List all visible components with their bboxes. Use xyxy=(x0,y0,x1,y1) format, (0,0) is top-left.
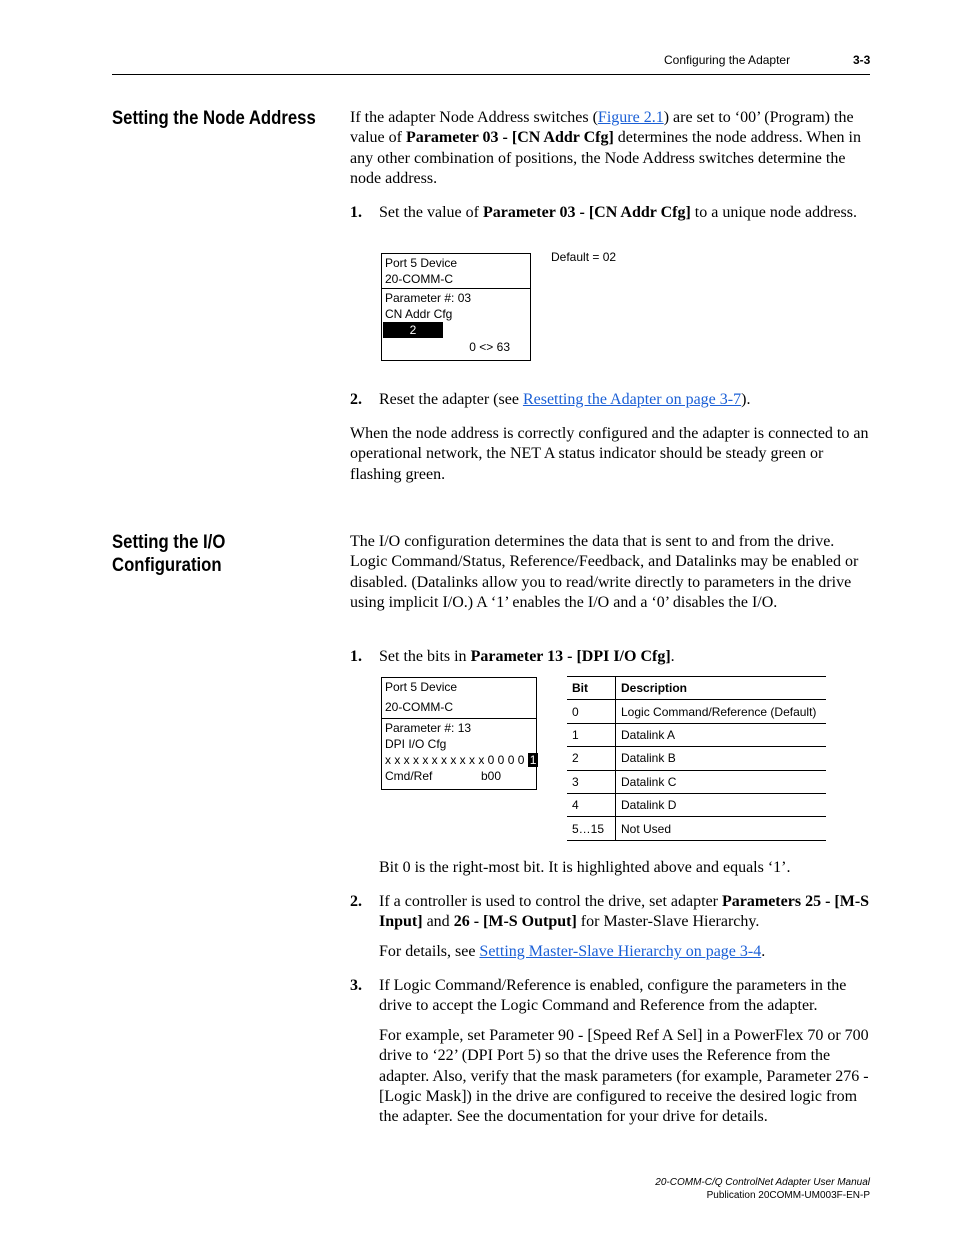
bit-note: Bit 0 is the right-most bit. It is highlighted above and equals ‘1’. xyxy=(379,859,791,876)
header-rule xyxy=(112,74,870,75)
heading-node-address: Setting the Node Address xyxy=(112,108,316,129)
table-row: 2 Datalink B xyxy=(567,747,826,770)
hmi-device: 20-COMM-C xyxy=(385,272,453,286)
hmi-param: Parameter #: 03 xyxy=(385,291,472,305)
table-header-row xyxy=(567,677,826,700)
node-step-2: 2. Reset the adapter (see Resetting the Adapter on page 3-7). xyxy=(350,391,751,408)
running-header: Configuring the Adapter xyxy=(664,53,791,67)
table-row: 5…15 Not Used xyxy=(567,817,826,840)
bit-description-table xyxy=(567,676,826,841)
node-address-closing: When the node address is correctly configured and the adapter is connected to an operational network, the NET A status indicator should be steady green or flashing green. xyxy=(350,425,869,483)
io-step-3: 3. If Logic Command/Reference is enabled, configure the parameters in the drive to accept the Logic Command and Reference from the adapter. xyxy=(350,977,847,1015)
example-paragraph: For example, set Parameter 90 - [Speed Ref A Sel] in a PowerFlex 70 or 700 drive to ‘22’ (DPI Port 5) so that the drive uses the Reference from the adapter. Also, verify that the mask parameters (for example, Parameter 276 - [Logic Mask]) in the drive are configured to receive the desired logic from the adapter. See the documentation for your drive for details. xyxy=(379,1027,869,1126)
master-slave-details: For details, see Setting Master-Slave Hierarchy on page 3-4. xyxy=(379,943,766,960)
footer-manual: 20-COMM-C/Q ControlNet Adapter User Manual xyxy=(655,1177,870,1188)
node-address-intro: If the adapter Node Address switches (Figure 2.1) are set to ‘00’ (Program) the value of Parameter 03 - [CN Addr Cfg] determines the node address. When in any other combination of positions, the Node Address switches determine the node address. xyxy=(350,109,861,187)
page-number: 3-3 xyxy=(853,53,871,67)
hmi-screen-node xyxy=(381,253,531,361)
hmi-range: 0 <> 63 xyxy=(469,340,510,354)
hmi-device: 20-COMM-C xyxy=(385,700,453,714)
table-header-bit: Bit xyxy=(567,677,616,700)
resetting-adapter-link[interactable]: Resetting the Adapter on page 3-7 xyxy=(522,391,742,408)
hmi-param-name: CN Addr Cfg xyxy=(385,307,453,321)
hmi-port: Port 5 Device xyxy=(385,256,458,270)
default-note: Default = 02 xyxy=(551,250,617,264)
hmi-port: Port 5 Device xyxy=(385,680,458,694)
io-step-2: 2. If a controller is used to control the drive, set adapter Parameters 25 - [M-S Input] and 26 - [M-S Output] for Master-Slave Hierarchy. xyxy=(350,893,870,931)
heading-io-config: Setting the I/O Configuration xyxy=(112,532,226,576)
table-header-description: Description xyxy=(616,677,827,700)
table-row: 0 Logic Command/Reference (Default) xyxy=(567,700,826,723)
hmi-value: 2 xyxy=(383,322,443,338)
hmi-screen-io xyxy=(381,677,537,790)
master-slave-link[interactable]: Setting Master-Slave Hierarchy on page 3-4 xyxy=(479,943,762,960)
hmi-param: Parameter #: 13 xyxy=(385,721,472,735)
table-row: 3 Datalink C xyxy=(567,770,826,793)
io-step-1: 1. Set the bits in Parameter 13 - [DPI I/O Cfg]. xyxy=(350,648,675,665)
table-row: 4 Datalink D xyxy=(567,793,826,816)
hmi-bits: x x x x x x x x x x x 0 0 0 0 1 xyxy=(385,753,537,767)
hmi-param-name: DPI I/O Cfg xyxy=(385,737,447,751)
figure-link[interactable]: Figure 2.1 xyxy=(597,109,664,126)
footer-publication: Publication 20COMM-UM003F-EN-P xyxy=(706,1190,870,1201)
node-step-1: 1. Set the value of Parameter 03 - [CN Addr Cfg] to a unique node address. xyxy=(350,204,857,221)
hmi-bit0: 1 xyxy=(529,753,537,767)
io-config-intro: The I/O configuration determines the data that is sent to and from the drive. Logic Command/Status, Reference/Feedback, and Datalinks may be enabled or disabled. (Datalinks allow you to read/write directly to parameters in the drive using implicit I/O.) A ‘1’ enables the I/O and a ‘0’ disables the I/O. xyxy=(350,533,859,611)
hmi-footer: Cmd/Ref b00 xyxy=(385,769,502,783)
table-row: 1 Datalink A xyxy=(567,723,826,746)
